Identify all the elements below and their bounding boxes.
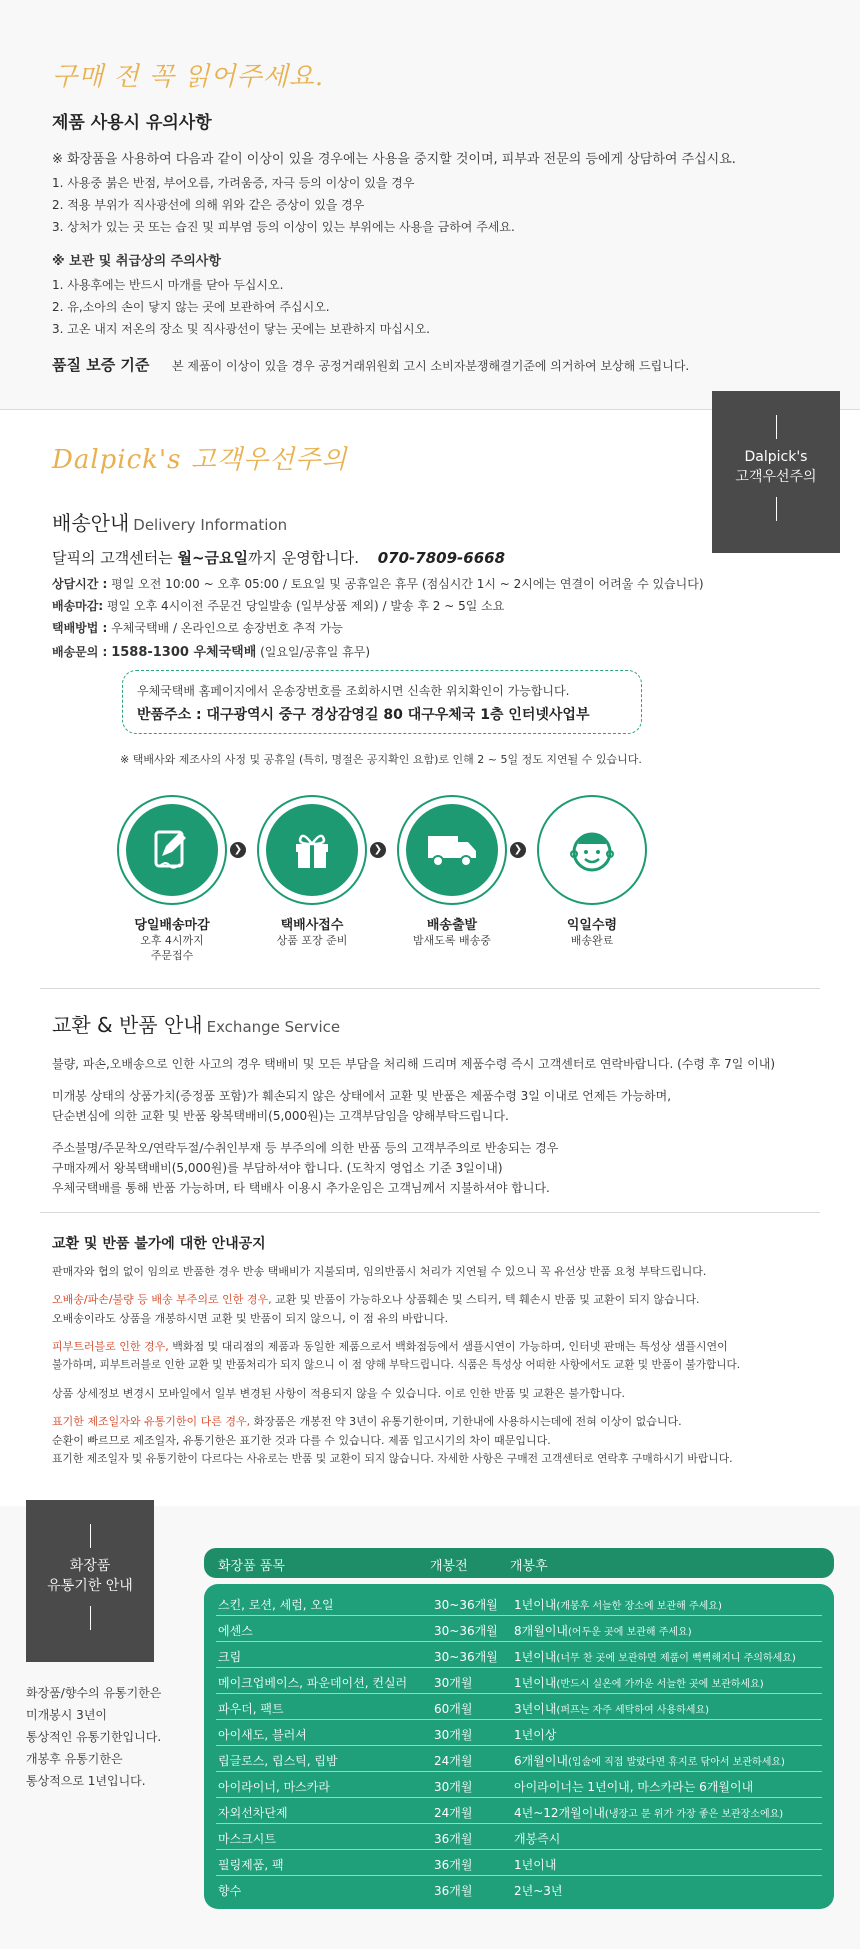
row-after: 6개월이내(입술에 직접 발랐다면 휴지로 닦아서 보관하세요) [514, 1754, 785, 1768]
row-after: 4년~12개월이내(냉장고 문 위가 가장 좋은 보관장소에요) [514, 1806, 784, 1820]
smile-face-icon [546, 804, 638, 896]
no-return-rest: 교환 및 반품이 가능하오나 상품훼손 및 스티커, 텍 훼손시 반품 및 교환이 되지 않습니다. [271, 1293, 700, 1306]
step-2-circle [257, 795, 367, 905]
row-after: 1년이내(반드시 실온에 가까운 서늘한 곳에 보관하세요) [514, 1676, 764, 1690]
table-row [216, 1720, 822, 1746]
row-before: 30~36개월 [434, 1598, 498, 1612]
table-row [216, 1876, 822, 1902]
header-before: 개봉전 [430, 1559, 468, 1574]
return-address-box [122, 670, 642, 734]
header-after: 개봉후 [510, 1559, 548, 1574]
row-before: 36개월 [434, 1884, 473, 1898]
usage-item: 2. 적용 부위가 직사광선에 의해 위와 같은 증상이 있을 경우 [52, 198, 365, 212]
row-after: 아이라이너는 1년이내, 마스카라는 6개월이내 [514, 1780, 754, 1794]
dalpick-box-line2: 고객우선주의 [735, 469, 817, 485]
no-return-rest: 화장품은 개봉전 약 3년이 유통기한이며, 기한내에 사용하시는데에 전혀 이상이 없습니다. [250, 1415, 682, 1428]
no-return-red: 피부트러블로 인한 경우, [52, 1340, 169, 1353]
delivery-title-ko: 배송안내 [52, 511, 130, 535]
storage-title: ※ 보관 및 취급상의 주의사항 [52, 254, 221, 269]
step-sub: 오후 4시까지 [140, 934, 204, 947]
notice-script-title: 구매 전 꼭 읽어주세요. [52, 62, 325, 92]
no-return-line: 순환이 빠르므로 제조일자, 유통기한은 표기한 것과 다를 수 있습니다. 제품 입고시기의 차이 때문입니다. [52, 1434, 551, 1447]
delivery-row-text: 평일 오후 4시이전 주문건 당일발송 (일부상품 제외) / 발송 후 2 ~ 5일 소요 [107, 599, 505, 613]
delivery-row-label: 상담시간 : [52, 577, 108, 591]
exchange-p2a: 미개봉 상태의 상품가치(증정품 포함)가 훼손되지 않은 상태에서 교환 및 반품은 제품수령 3일 이내로 언제든 가능하며, [52, 1089, 672, 1103]
row-item: 필링제품, 팩 [218, 1858, 284, 1872]
table-row [216, 1772, 822, 1798]
row-item: 아이새도, 블러셔 [218, 1728, 307, 1742]
row-after: 1년이내 [514, 1858, 557, 1872]
row-item: 에센스 [218, 1624, 253, 1638]
step-sub: 주문접수 [150, 949, 194, 962]
row-item: 파우더, 팩트 [218, 1702, 284, 1716]
delivery-title-en: Delivery Information [133, 516, 288, 534]
row-before: 36개월 [434, 1858, 473, 1872]
row-item: 립글로스, 립스틱, 립밤 [218, 1754, 338, 1768]
dalpick-section [0, 411, 860, 1506]
row-after: 8개월이내(어두운 곳에 보관해 주세요) [514, 1624, 692, 1638]
step-title: 배송출발 [426, 918, 478, 933]
exchange-p3b: 구매자께서 왕복택배비(5,000원)를 부담하셔야 합니다. (도착지 영업소 기준 3일이내) [52, 1161, 503, 1175]
usage-title: 제품 사용시 유의사항 [52, 113, 212, 133]
row-before: 30개월 [434, 1728, 473, 1742]
shelf-desc-line: 통상적으로 1년입니다. [26, 1774, 146, 1788]
shelf-desc-line: 통상적인 유통기한입니다. [26, 1730, 162, 1744]
divider [40, 1212, 820, 1213]
pen-paper-icon [126, 804, 218, 896]
storage-item: 2. 유,소아의 손이 닿지 않는 곳에 보관하여 주십시오. [52, 300, 330, 314]
row-item: 메이크업베이스, 파운데이션, 컨실러 [218, 1676, 408, 1690]
delivery-row [52, 641, 370, 660]
table-row [216, 1642, 822, 1668]
no-return-line: 표기한 제조일자 및 유통기한이 다르다는 사유로는 반품 및 교환이 되지 않습니다. 자세한 사항은 구매전 고객센터로 연락후 구매하시기 바랍니다. [52, 1452, 733, 1465]
exchange-p2b: 단순변심에 의한 교환 및 반품 왕복택배비(5,000원)는 고객부담임을 양해부탁드립니다. [52, 1109, 509, 1123]
step-arrow-icon: ❯ [230, 842, 246, 858]
no-return-rest: 백화점 및 대리점의 제품과 동일한 제품으로서 백화점등에서 샘플시연이 가능하며, 인터넷 판매는 특성상 샘플시연이 [168, 1340, 728, 1353]
delivery-intro [52, 547, 505, 568]
table-row [216, 1850, 822, 1876]
delivery-intro-c: 까지 운영합니다. [248, 549, 359, 567]
delivery-intro-a: 달픽의 고객센터는 [52, 549, 178, 567]
return-address: 반품주소 : 대구광역시 중구 경상감영길 80 대구우체국 1층 인터넷사업부 [137, 707, 590, 723]
row-item: 마스크시트 [218, 1832, 276, 1846]
table-row [216, 1694, 822, 1720]
row-after: 개봉즉시 [514, 1832, 561, 1846]
shelf-desc-line: 화장품/향수의 유통기한은 [26, 1686, 162, 1700]
delivery-phone-post: 1588-1300 우체국택배 [111, 645, 257, 660]
table-row [216, 1746, 822, 1772]
delivery-row [52, 619, 343, 636]
row-after: 1년이상 [514, 1728, 557, 1742]
shelf-desc-line: 개봉후 유통기한은 [26, 1752, 123, 1766]
no-return-line [52, 1338, 728, 1354]
step-title: 익일수령 [566, 918, 618, 933]
no-return-title: 교환 및 반품 불가에 대한 안내공지 [52, 1236, 266, 1252]
shelf-box-line2: 유통기한 안내 [47, 1578, 133, 1594]
exchange-p3a: 주소불명/주문착오/연락두절/수취인부재 등 부주의에 의한 반품 등의 고객부주의로 반송되는 경우 [52, 1141, 559, 1155]
step-title: 택배사접수 [280, 918, 344, 933]
no-return-line [52, 1291, 700, 1307]
row-item: 아이라이너, 마스카라 [218, 1780, 330, 1794]
dalpick-box [712, 391, 840, 553]
step-title: 당일배송마감 [134, 918, 210, 933]
row-item: 스킨, 로션, 세럼, 오일 [218, 1598, 334, 1612]
row-after: 1년이내(개봉후 서늘한 장소에 보관해 주세요) [514, 1598, 722, 1612]
no-return-line: 오배송이라도 상품을 개봉하시면 교환 및 반품이 되지 않으니, 이 점 유의 바랍니다. [52, 1312, 449, 1325]
delay-note: ※ 택배사와 제조사의 사정 및 공휴일 (특히, 명절은 공지확인 요함)로 인해 2 ~ 5일 정도 지연될 수 있습니다. [120, 753, 642, 766]
exchange-p3c: 우체국택배를 통해 반품 가능하며, 타 택배사 이용시 추가운임은 고객님께서 지불하셔야 합니다. [52, 1181, 550, 1195]
shelf-desc-line: 미개봉시 3년이 [26, 1708, 108, 1722]
quality-label: 품질 보증 기준 [52, 356, 150, 374]
row-before: 60개월 [434, 1702, 473, 1716]
row-item: 향수 [218, 1884, 242, 1898]
no-return-red: 표기한 제조일자와 유통기한이 다른 경우, [52, 1415, 251, 1428]
delivery-row [52, 597, 504, 614]
exchange-title-en: Exchange Service [206, 1018, 341, 1036]
notice-section [0, 0, 860, 410]
step-sub: 밤새도록 배송중 [413, 934, 491, 947]
shelf-box-line1: 화장품 [69, 1558, 111, 1574]
delivery-intro-days: 월~금요일 [177, 549, 248, 567]
delivery-row-label: 택배방법 : [52, 621, 108, 635]
shelf-table [204, 1584, 834, 1909]
shelf-life-box [26, 1500, 154, 1662]
delivery-row-text: (일요일/공휴일 휴무) [260, 645, 371, 659]
step-sub: 상품 포장 준비 [276, 934, 348, 947]
truck-icon [406, 804, 498, 896]
gift-icon [266, 804, 358, 896]
table-row [216, 1798, 822, 1824]
step-4-circle [537, 795, 647, 905]
usage-item: 3. 상처가 있는 곳 또는 습진 및 피부염 등의 이상이 있는 부위에는 사용을 금하여 주세요. [52, 220, 515, 234]
dalpick-script-title: Dalpick's 고객우선주의 [52, 445, 348, 475]
delivery-phone: 070-7809-6668 [377, 549, 506, 567]
no-return-line: 상품 상세정보 변경시 모바일에서 일부 변경된 사항이 적용되지 않을 수 있습니다. 이로 인한 반품 및 교환은 불가합니다. [52, 1387, 625, 1400]
delivery-title [52, 507, 287, 536]
step-1-circle [117, 795, 227, 905]
step-3-circle [397, 795, 507, 905]
delivery-row-label: 배송마감: [52, 599, 104, 613]
step-arrow-icon: ❯ [370, 842, 386, 858]
exchange-title-ko: 교환 & 반품 안내 [52, 1013, 203, 1037]
row-after: 1년이내(너무 찬 곳에 보관하면 제품이 뻑뻑해지니 주의하세요) [514, 1650, 796, 1664]
usage-intro: ※ 화장품을 사용하여 다음과 같이 이상이 있을 경우에는 사용을 중지할 것이며, 피부과 전문의 등에게 상담하여 주십시요. [52, 152, 736, 167]
row-before: 30~36개월 [434, 1650, 498, 1664]
step-arrow-icon: ❯ [510, 842, 526, 858]
delivery-row-text: 우체국택배 / 온라인으로 송장번호 추적 가능 [111, 621, 343, 635]
row-item: 자외선차단제 [218, 1806, 288, 1820]
table-row [216, 1824, 822, 1850]
row-item: 크림 [218, 1650, 242, 1664]
exchange-title [52, 1009, 340, 1038]
quality-text: 본 제품이 이상이 있을 경우 공정거래위원회 고시 소비자분쟁해결기준에 의거하여 보상해 드립니다. [172, 359, 690, 373]
row-before: 36개월 [434, 1832, 473, 1846]
delivery-row [52, 575, 704, 592]
header-item: 화장품 품목 [218, 1559, 285, 1574]
no-return-line [52, 1413, 682, 1429]
no-return-line: 불가하며, 피부트러블로 인한 교환 및 반품처리가 되지 않으니 이 점 양해 부탁드립니다. 식품은 특성상 어떠한 사항에서도 교환 및 반품이 불가합니다. [52, 1359, 741, 1371]
row-after: 3년이내(퍼프는 자주 세탁하여 사용하세요) [514, 1702, 710, 1716]
row-before: 30개월 [434, 1676, 473, 1690]
storage-item: 1. 사용후에는 반드시 마개를 닫아 두십시오. [52, 278, 284, 292]
delivery-row-text: 평일 오전 10:00 ~ 오후 05:00 / 토요일 및 공휴일은 휴무 (점심시간 1시 ~ 2시에는 연결이 어려울 수 있습니다) [111, 577, 704, 591]
exchange-p1: 불량, 파손,오배송으로 인한 사고의 경우 택배비 및 모든 부담을 처리해 드리며 제품수령 즉시 고객센터로 연락바랍니다. (수령 후 7일 이내) [52, 1057, 776, 1071]
tracking-note: 우체국택배 홈페이지에서 운송장번호를 조회하시면 신속한 위치확인이 가능합니다. [137, 684, 570, 698]
usage-item: 1. 사용중 붉은 반점, 부어오름, 가려움증, 자극 등의 이상이 있을 경우 [52, 176, 415, 190]
table-row [216, 1668, 822, 1694]
shelf-table-header [204, 1548, 834, 1578]
dalpick-box-line1: Dalpick's [744, 449, 808, 465]
table-row [216, 1616, 822, 1642]
storage-item: 3. 고온 내지 저온의 장소 및 직사광선이 닿는 곳에는 보관하지 마십시오. [52, 322, 430, 336]
row-before: 24개월 [434, 1754, 473, 1768]
no-return-line: 판매자와 협의 없이 임의로 반품한 경우 반송 택배비가 지불되며, 임의반품시 처리가 지연될 수 있으니 꼭 유선상 반품 요청 부탁드립니다. [52, 1265, 707, 1278]
row-after: 2년~3년 [514, 1884, 563, 1898]
delivery-row-label: 배송문의 : [52, 645, 108, 659]
no-return-red: 오배송/파손/불량 등 배송 부주의로 인한 경우, [52, 1293, 272, 1306]
row-before: 24개월 [434, 1806, 473, 1820]
step-sub: 배송완료 [570, 934, 614, 947]
table-row [216, 1590, 822, 1616]
row-before: 30개월 [434, 1780, 473, 1794]
divider [40, 988, 820, 989]
row-before: 30~36개월 [434, 1624, 498, 1638]
